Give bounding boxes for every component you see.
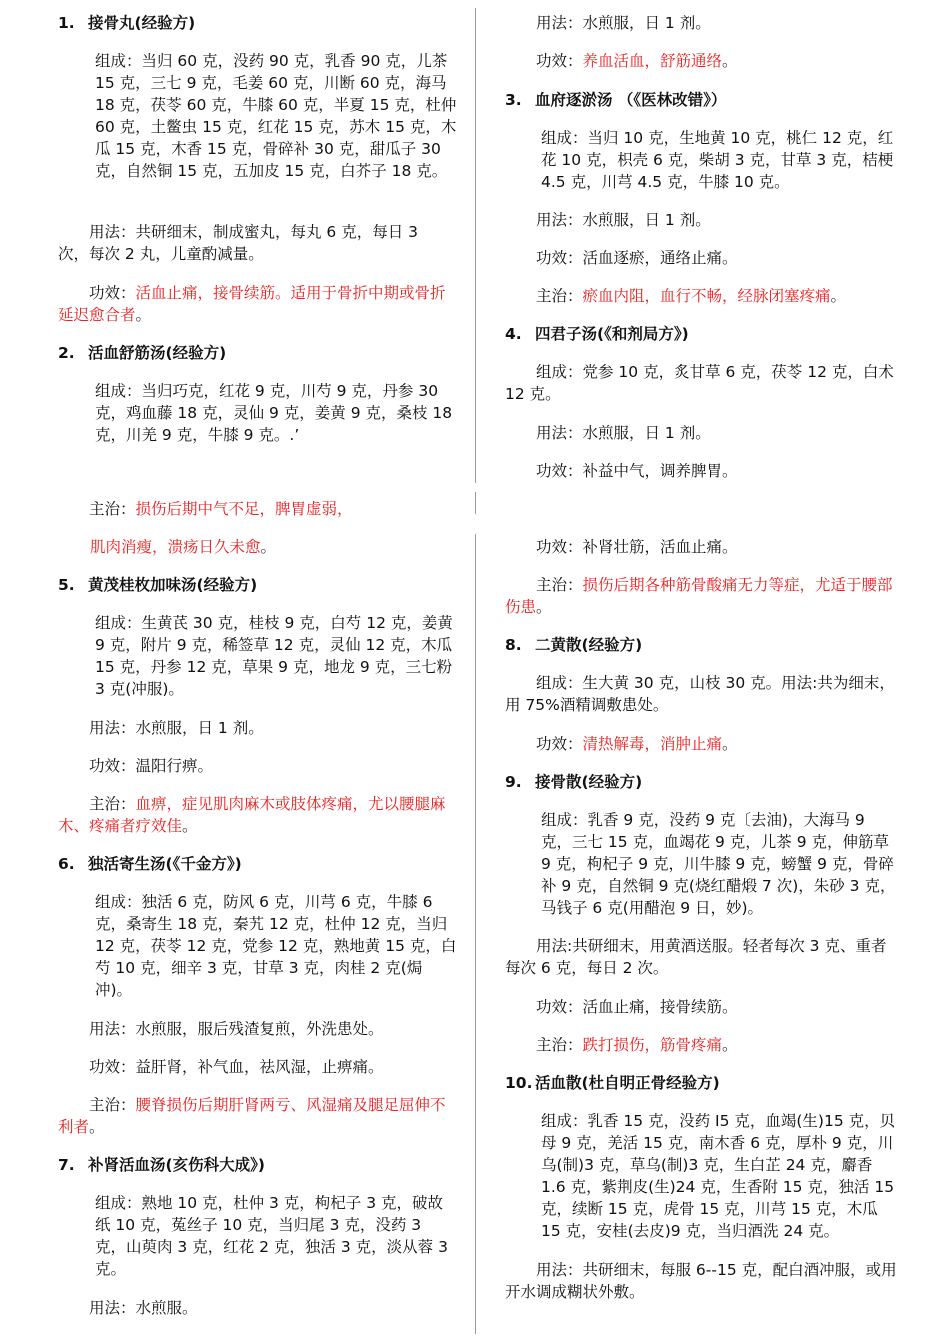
indication-label: 主治：	[536, 576, 583, 594]
recipe-number: 5.	[58, 576, 75, 594]
recipe-composition: 组成：生大黄 30 克，山枝 30 克。用法:共为细末，用 75%酒精调敷患处。	[505, 674, 895, 714]
recipe-number: 1.	[58, 14, 75, 32]
recipe-composition: 组成：当归 10 克，生地黄 10 克，桃仁 12 克，红花 10 克，枳壳 6 克，柴胡 3 克，甘草 3 克，桔梗 4.5 克，川芎 4.5 克，牛膝 10 克。	[541, 129, 894, 191]
recipe-usage: 用法：共研细末，制成蜜丸，每丸 6 克，每日 3 次，每次 2 丸，儿童酌减量。	[58, 223, 419, 263]
recipe-heading	[505, 1072, 905, 1094]
recipe-usage: 用法：水煎服，日 1 剂。	[536, 211, 711, 229]
recipe-title: 接骨散(经验方)	[535, 773, 643, 791]
indication-highlight: 肌肉消瘦，溃疡日久未愈	[90, 538, 261, 556]
effect-highlight: 清热解毒，消肿止痛	[582, 735, 723, 753]
effect-highlight: 养血活血，舒筋通络	[582, 52, 723, 70]
recipe-composition: 组成：党参 10 克，炙甘草 6 克，茯苓 12 克，白术 12 克。	[505, 363, 894, 403]
recipe-usage: 用法：水煎服，服后残渣复煎，外洗患处。	[89, 1020, 384, 1038]
recipe-title: 黄茂桂枚加味汤(经验方)	[88, 576, 258, 594]
indication-highlight: 损伤后期各种筋骨酸痛无力等症，尤适于腰部伤患	[505, 576, 893, 616]
recipe-number: 8.	[505, 636, 522, 654]
recipe-number: 7.	[58, 1156, 75, 1174]
indication-label: 主治：	[89, 1096, 136, 1114]
effect-label: 功效：	[89, 284, 136, 302]
recipe-effect	[505, 733, 897, 755]
recipe-effect: 功效：补肾壮筋，活血止痛。	[536, 538, 738, 556]
indication-end: 。	[89, 1118, 105, 1136]
indication-highlight: 腰脊损伤后期肝肾两亏、风湿痛及腿足屈伸不利者	[58, 1096, 446, 1136]
recipe-heading	[505, 771, 905, 793]
recipe-effect	[505, 50, 897, 72]
indication-label: 主治：	[536, 287, 583, 305]
effect-label: 功效：	[536, 52, 583, 70]
indication-label: 主治：	[536, 1036, 583, 1054]
recipe-composition: 组成：乳香 9 克，没药 9 克〔去油)，大海马 9 克，三七 15 克，血竭花 9 克，儿茶 9 克，伸筋草 9 克，枸杞子 9 克，川牛膝 9 克，螃蟹 9 克，骨碎补 9 克，自然铜 9 克(烧红醋煅 7 次)，朱砂 3 克，马钱子 6 克(用醋泡 9 日，妙)。	[541, 811, 896, 917]
recipe-usage: 用法：共研细末，每服 6--15 克，配白酒冲服，或用开水调成糊状外敷。	[505, 1261, 897, 1301]
recipe-number: 6.	[58, 855, 75, 873]
recipe-heading	[505, 89, 905, 111]
indication-end: 。	[182, 817, 198, 835]
recipe-indication	[505, 285, 897, 307]
recipe-usage: 用法：水煎服。	[89, 1299, 198, 1317]
recipe-indication	[505, 1034, 897, 1056]
indication-end: 。	[830, 287, 847, 305]
indication-highlight: 瘀血内阻，血行不畅，经脉闭塞疼痛	[582, 287, 831, 305]
recipe-usage: 用法：水煎服，日 1 剂。	[89, 719, 264, 737]
effect-label: 功效：	[536, 735, 583, 753]
indication-label: 主治：	[89, 500, 136, 518]
recipe-composition: 组成：乳香 15 克，没药 I5 克，血竭(生)15 克，贝母 9 克，羌活 15 克，南木香 6 克，厚朴 9 克，川乌(制)3 克，草乌(制)3 克，生白芷 24 克，麝香 1.6 克，紫荆皮(生)24 克，生香附 15 克，独活 15 克，续断 15 克，虎骨 15 克，川芎 15 克，木瓜 15 克，安桂(去皮)9 克，当归酒洗 24 克。	[541, 1112, 896, 1240]
recipe-number: 3.	[505, 91, 522, 109]
recipe-usage: 用法：水煎服，日 1 剂。	[536, 14, 711, 32]
recipe-effect: 功效：益肝肾，补气血，祛风湿，止痹痛。	[89, 1058, 384, 1076]
indication-label: 主治：	[89, 795, 136, 813]
recipe-title: 活血舒筋汤(经验方)	[88, 344, 227, 362]
recipe-title: 活血散(杜自明正骨经验方)	[535, 1074, 720, 1092]
recipe-number: 2.	[58, 344, 75, 362]
recipe-usage: 用法：水煎服，日 1 剂。	[536, 424, 711, 442]
recipe-composition: 组成：熟地 10 克，杜仲 3 克，枸杞子 3 克，破故纸 10 克，菟丝子 10 克，当归尾 3 克，没药 3 克，山萸肉 3 克，红花 2 克，独活 3 克，淡从蓉 3 克。	[95, 1194, 448, 1278]
recipe-heading	[505, 634, 905, 656]
recipe-heading	[505, 323, 905, 345]
effect-end: 。	[722, 735, 738, 753]
recipe-effect: 功效：补益中气，调养脾胃。	[536, 462, 738, 480]
recipe-indication	[505, 574, 897, 618]
recipe-effect: 功效：活血止痛，接骨续筋。	[536, 998, 738, 1016]
indication-highlight: 跌打损伤，筋骨疼痛	[582, 1036, 723, 1054]
recipe-title: 血府逐淤汤 （《医林改错》）	[535, 91, 727, 109]
recipe-title: 接骨丸(经验方)	[88, 14, 196, 32]
indication-highlight: 损伤后期中气不足，脾胃虚弱，	[135, 500, 353, 518]
recipe-title: 四君子汤(《和剂局方》)	[535, 325, 689, 343]
recipe-title: 二黄散(经验方)	[535, 636, 643, 654]
effect-end: 。	[722, 52, 738, 70]
recipe-number: 9.	[505, 773, 522, 791]
recipe-composition: 组成：生黄芪 30 克，桂枝 9 克，白芍 12 克，姜黄 9 克，附片 9 克，稀签草 12 克，灵仙 12 克，木瓜 15 克，丹参 12 克，草果 9 克，地龙 9 克，三七粉 3 克(冲服)。	[95, 614, 453, 698]
indication-highlight: 血痹，症见肌肉麻木或肢体疼痛，尤以腰腿麻木、疼痛者疗效佳	[58, 795, 446, 835]
recipe-usage: 用法:共研细末，用黄酒送服。轻者每次 3 克、重者每次 6 克，每日 2 次。	[505, 937, 887, 977]
recipe-effect: 功效：活血逐瘀，通络止痛。	[536, 249, 738, 267]
recipe-number: 10.	[505, 1074, 533, 1092]
recipe-composition: 组成：当归巧克，红花 9 克，川芍 9 克，丹参 30 克，鸡血藤 18 克，灵仙 9 克，姜黄 9 克，桑枝 18 克，川羌 9 克，牛膝 9 克。.’	[95, 382, 453, 444]
indication-end: 。	[260, 538, 277, 556]
recipe-effect: 功效：温阳行痹。	[89, 757, 214, 775]
indication-end: 。	[722, 1036, 738, 1054]
recipe-composition: 组成：独活 6 克，防风 6 克，川芎 6 克，牛膝 6 克，桑寄生 18 克，秦艽 12 克，杜仲 12 克，当归 12 克，茯苓 12 克，党参 12 克，熟地黄 15 克，白芍 10 克，细辛 3 克，甘草 3 克，肉桂 2 克(焗冲)。	[95, 893, 457, 999]
recipe-composition: 组成：当归 60 克，没药 90 克，乳香 90 克，儿茶 15 克，三七 9 克，毛姜 60 克，川断 60 克，海马 18 克，茯苓 60 克，牛膝 60 克，半夏 15 克，杜仲 60 克，土鳖虫 15 克，红花 15 克，苏木 15 克，木瓜 15 克，木香 15 克，骨碎补 30 克，甜瓜子 30 克，自然铜 15 克，五加皮 15 克，白芥子 18 克。	[95, 52, 457, 180]
recipe-number: 4.	[505, 325, 522, 343]
effect-highlight: 活血止痛，接骨续筋。适用于骨折中期或骨折延迟愈合者	[58, 284, 446, 324]
recipe-title: 独活寄生汤(《千金方》)	[88, 855, 242, 873]
recipe-title: 补肾活血汤(亥伤科大成》)	[88, 1156, 265, 1174]
effect-end: 。	[135, 306, 152, 324]
indication-end: 。	[536, 598, 552, 616]
